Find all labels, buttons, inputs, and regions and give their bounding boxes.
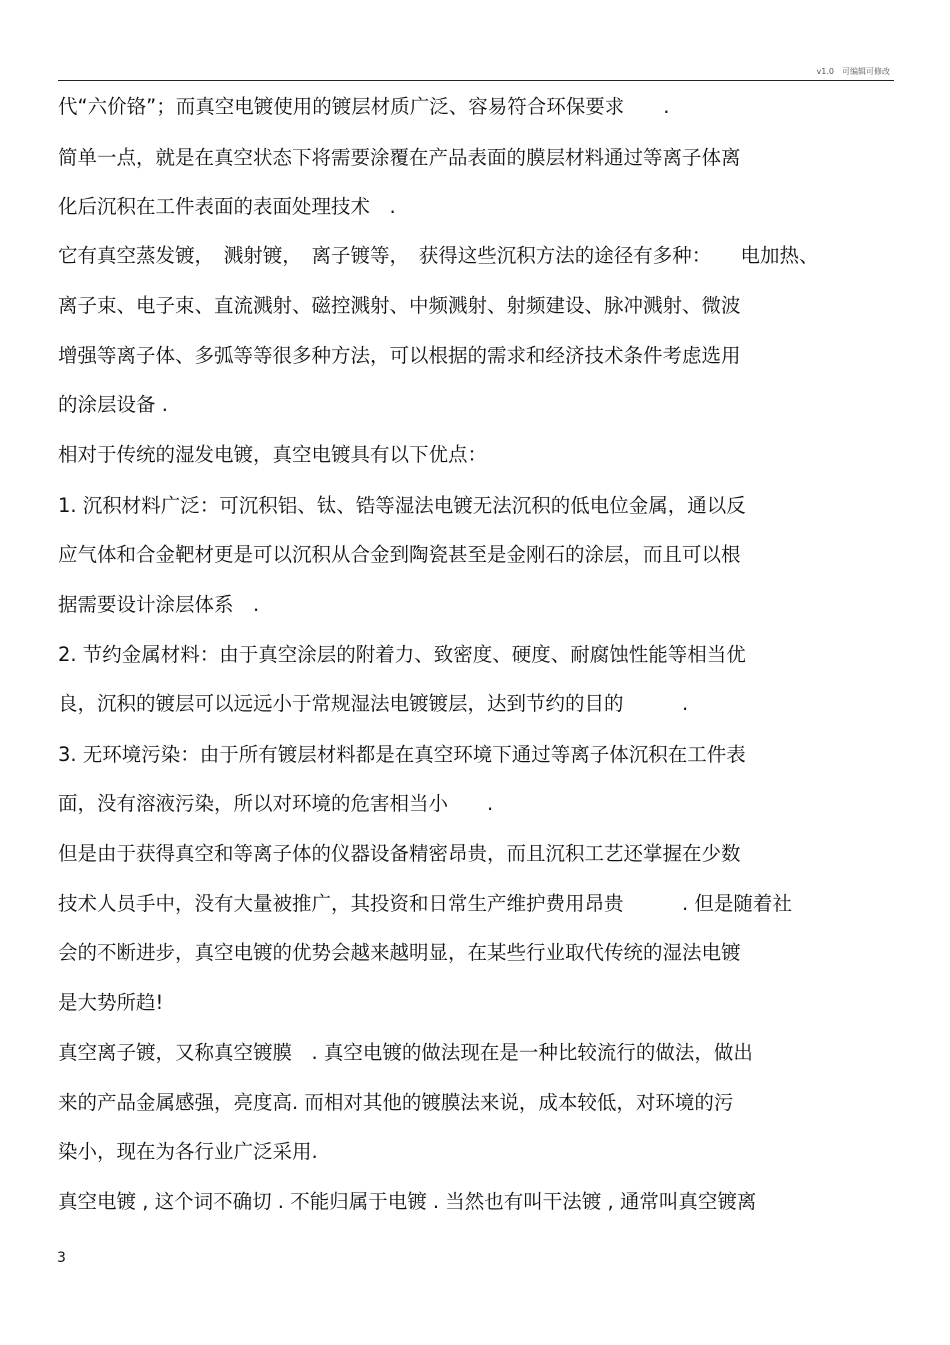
text-line: 的涂层设备 . (58, 393, 168, 416)
text-line: 良，沉积的镀层可以远远小于常规湿法电镀镀层，达到节约的目的 . (58, 692, 689, 715)
text-line: 真空离子镀，又称真空镀膜 . 真空电镀的做法现在是一种比较流行的做法，做出 (58, 1041, 753, 1064)
text-line: 是大势所趋! (58, 991, 164, 1014)
text-line: 3. 无环境污染：由于所有镀层材料都是在真空环境下通过等离子体沉积在工件表 (58, 743, 746, 766)
text-line: 面，没有溶液污染，所以对环境的危害相当小 . (58, 792, 494, 815)
text-line: 染小，现在为各行业广泛采用. (58, 1140, 318, 1163)
header-rule (58, 80, 894, 81)
text-line: 但是由于获得真空和等离子体的仪器设备精密昂贵，而且沉积工艺还掌握在少数 (58, 842, 741, 865)
text-line: 简单一点，就是在真空状态下将需要涂覆在产品表面的膜层材料通过等离子体离 (58, 146, 741, 169)
text-line: 真空电镀 , 这个词不确切 . 不能归属于电镀 . 当然也有叫干法镀 , 通常叫真空镀离 (58, 1190, 757, 1213)
text-line: 它有真空蒸发镀， 溅射镀， 离子镀等， 获得这些沉积方法的途径有多种： 电加热、 (58, 244, 819, 267)
text-line: 1. 沉积材料广泛：可沉积铝、钛、锆等湿法电镀无法沉积的低电位金属，通以反 (58, 494, 746, 517)
page-number: 3 (57, 1250, 66, 1266)
text-line: 代“六价铬”；而真空电镀使用的镀层材质广泛、容易符合环保要求 . (58, 95, 670, 118)
text-line: 增强等离子体、多弧等等很多种方法，可以根据的需求和经济技术条件考虑选用 (58, 344, 741, 367)
header-version-note: v1.0 可编辑可修改 (816, 67, 890, 76)
text-line: 离子束、电子束、直流溅射、磁控溅射、中频溅射、射频建设、脉冲溅射、微波 (58, 294, 741, 317)
text-line: 技术人员手中，没有大量被推广，其投资和日常生产维护费用昂贵 . 但是随着社 (58, 892, 792, 915)
text-line: 2. 节约金属材料：由于真空涂层的附着力、致密度、硬度、耐腐蚀性能等相当优 (58, 643, 746, 666)
text-line: 应气体和合金靶材更是可以沉积从合金到陶瓷甚至是金刚石的涂层，而且可以根 (58, 543, 741, 566)
text-line: 相对于传统的湿发电镀，真空电镀具有以下优点： (58, 443, 488, 466)
text-line: 会的不断进步，真空电镀的优势会越来越明显，在某些行业取代传统的湿法电镀 (58, 941, 741, 964)
text-line: 来的产品金属感强，亮度高. 而相对其他的镀膜法来说，成本较低，对环境的污 (58, 1091, 734, 1114)
text-line: 据需要设计涂层体系 . (58, 593, 260, 616)
text-line: 化后沉积在工件表面的表面处理技术 . (58, 195, 396, 218)
